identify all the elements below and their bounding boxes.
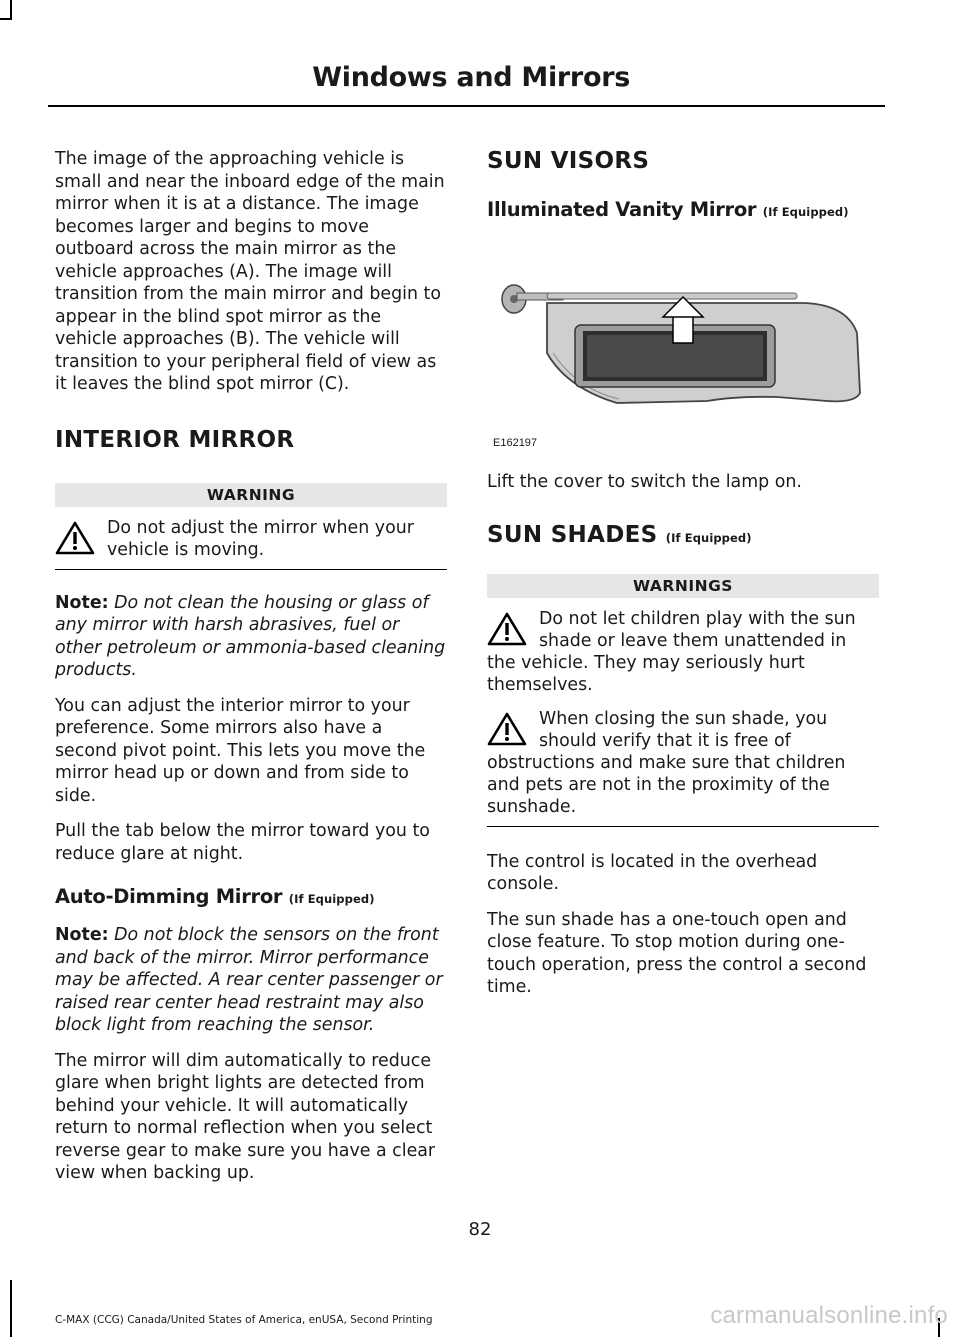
crop-mark <box>10 1280 12 1337</box>
warning-triangle-icon <box>487 612 527 646</box>
subsection-heading-auto-dimming <box>55 885 447 908</box>
warning-item <box>55 517 447 561</box>
warning-text: Do not let children play with the sun shade or leave them unattended in the vehicle. They may seriously hurt themselves. <box>487 608 856 695</box>
footer-text: C-MAX (CCG) Canada/United States of America, enUSA, Second Printing <box>55 1314 433 1326</box>
warning-heading: WARNING <box>55 483 447 507</box>
watermark: carmanualsonline.info <box>710 1302 948 1329</box>
note-text: Do not block the sensors on the front and back of the mirror. Mirror performance may be affected. A rear center passenger or raised rear center head restraint may also block light from reaching the sensor. <box>55 925 443 1035</box>
if-equipped-label: (If Equipped) <box>762 205 849 219</box>
right-column <box>487 148 879 1012</box>
subsection-heading-vanity-mirror <box>487 198 879 221</box>
crop-mark <box>0 18 12 20</box>
warning-text: Do not adjust the mirror when your vehicle is moving. <box>107 517 414 560</box>
note-text: Do not clean the housing or glass of any mirror with harsh abrasives, fuel or other petroleum or ammonia-based cleaning products. <box>55 592 446 680</box>
body-paragraph: The sun shade has a one-touch open and close feature. To stop motion during one-touch operation, press the control a second time. <box>487 909 867 997</box>
intro-paragraph: The image of the approaching vehicle is small and near the inboard edge of the main mirror when it is at a distance. The image becomes larger and begins to move outboard across the main mirror as the vehicle approaches (A). The image will transition from the main mirror and begin to appear in the blind spot mirror as the vehicle approaches (B). The vehicle will transition to your peripheral field of view as it leaves the blind spot mirror (C). <box>55 149 445 394</box>
if-equipped-label: (If Equipped) <box>665 530 752 545</box>
sun-visor-image <box>487 253 879 423</box>
section-heading-sun-visors: SUN VISORS <box>487 148 650 174</box>
warning-triangle-icon <box>487 712 527 746</box>
warnings-heading: WARNINGS <box>487 574 879 598</box>
body-paragraph: Pull the tab below the mirror toward you to reduce glare at night. <box>55 821 430 864</box>
page-title: Windows and Mirrors <box>312 62 630 93</box>
note-paragraph <box>55 924 447 1037</box>
warning-item <box>487 608 879 696</box>
section-heading-interior-mirror: INTERIOR MIRROR <box>55 426 295 453</box>
heading-text: SUN SHADES <box>487 521 658 548</box>
warnings-box <box>487 574 879 827</box>
page-number: 82 <box>468 1219 492 1240</box>
warning-text: When closing the sun shade, you should verify that it is free of obstructions and make sure that children and pets are not in the proximity of the sunshade. <box>487 708 846 817</box>
if-equipped-label: (If Equipped) <box>288 892 375 906</box>
heading-text: Illuminated Vanity Mirror <box>487 198 757 221</box>
body-paragraph: The mirror will dim automatically to reduce glare when bright lights are detected from behind your vehicle. It will automatically return to normal reflection when you select reverse gear to make sure you have a clear view when backing up. <box>55 1050 436 1183</box>
crop-mark <box>10 0 12 18</box>
section-heading-sun-shades <box>487 522 879 548</box>
warning-divider <box>55 569 447 570</box>
body-paragraph: The control is located in the overhead console. <box>487 851 818 894</box>
left-column <box>55 148 447 1198</box>
note-label: Note: <box>55 925 109 945</box>
body-paragraph: You can adjust the interior mirror to your preference. Some mirrors also have a second pivot point. This lets you move the mirror head up or down and from side to side. <box>55 695 426 806</box>
warnings-divider <box>487 826 879 827</box>
note-label: Note: <box>55 592 109 613</box>
note-paragraph <box>55 592 447 682</box>
figure-code: E162197 <box>493 437 538 449</box>
body-paragraph: Lift the cover to switch the lamp on. <box>487 472 802 492</box>
warning-item <box>487 708 879 818</box>
vanity-mirror-illustration <box>487 253 879 453</box>
header-divider <box>48 105 885 107</box>
warning-triangle-icon <box>55 521 95 555</box>
heading-text: Auto-Dimming Mirror <box>55 885 283 908</box>
warning-box <box>55 483 447 570</box>
